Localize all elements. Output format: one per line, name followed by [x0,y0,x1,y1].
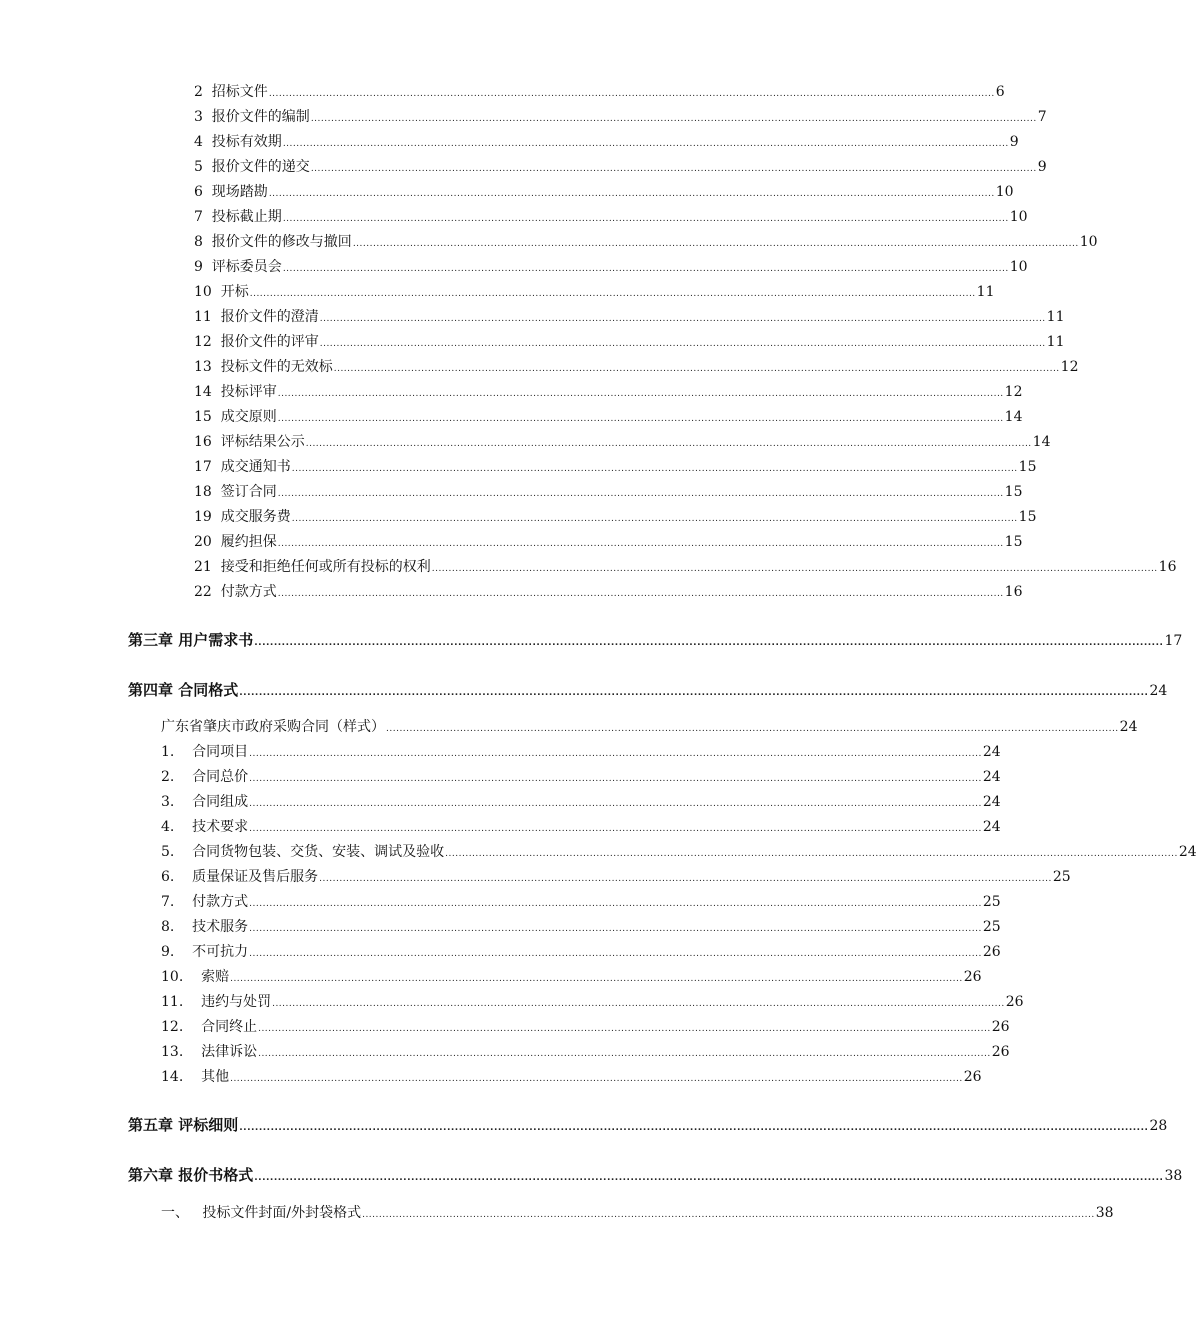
toc-entry-label: 17 成交通知书 [194,459,291,475]
toc-entry-label: 22 付款方式 [194,584,277,600]
toc-chapter-label: 第六章 报价书格式 [128,1166,254,1184]
toc-entry[interactable] [161,992,1024,1012]
toc-entry-label: 3. 合同组成 [161,794,249,810]
toc-entry[interactable] [194,407,1023,427]
dot-leader: .......................................................................................................................................................................................................................... [249,824,982,834]
dot-leader: .......................................................................................................................................................................................................................... [445,849,1178,859]
dot-leader: .......................................................................................................................................................................................................................... [249,949,982,959]
toc-entry-label: 广东省肇庆市政府采购合同（样式） [161,719,385,735]
dot-leader: ........................................................................................................................................................................................................................ [282,264,1009,274]
toc-entry[interactable] [161,792,1001,812]
dot-leader: .......................................................................................................................................................................................................................... [258,1024,991,1034]
toc-entry[interactable] [194,432,1051,452]
toc-entry-page: 12 [1004,384,1023,400]
toc-entry[interactable] [194,482,1023,502]
toc-entry-page: 11 [976,284,995,300]
dot-leader: ........................................................................................................................................................................................................................ [277,589,1004,599]
dot-leader: ........................................................................................................................................................................................................................ [310,164,1037,174]
toc-entry[interactable] [194,457,1037,477]
toc-chapter-label: 第五章 评标细则 [128,1116,239,1134]
toc-entry-label: 14. 其他 [161,1069,230,1085]
toc-chapter-3[interactable] [128,630,1183,650]
toc-entry-label: 8 报价文件的修改与撤回 [194,234,352,250]
toc-entry-label: 14 投标评审 [194,384,277,400]
toc-entry-label: 12 报价文件的评审 [194,334,319,350]
toc-entry[interactable] [194,557,1177,577]
dot-leader: ........................................................................................................................................................................................................................ [305,439,1032,449]
toc-entry-page: 10 [1079,234,1098,250]
toc-chapter-6[interactable] [128,1165,1183,1185]
toc-entry-label: 12. 合同终止 [161,1019,258,1035]
toc-entry-label: 11. 违约与处罚 [161,994,272,1010]
toc-entry-page: 10 [1009,259,1028,275]
toc-entry-label: 15 成交原则 [194,409,277,425]
toc-entry[interactable] [161,742,1001,762]
toc-entry-label: 13 投标文件的无效标 [194,359,333,375]
toc-entry-page: 26 [982,944,1001,960]
toc-entry-label: 21 接受和拒绝任何或所有投标的权利 [194,559,431,575]
toc-entry-page: 24 [1119,719,1138,735]
dot-leader: .......................................................................................................................................................................................................................... [319,874,1052,884]
toc-entry[interactable] [194,232,1098,252]
dot-leader: ........................................................................................................................................................................................................................ [249,289,976,299]
toc-entry-page: 26 [991,1019,1010,1035]
toc-entry[interactable] [161,767,1001,787]
toc-entry[interactable] [194,332,1065,352]
toc-entry-label: 2. 合同总价 [161,769,249,785]
dot-leader: .......................................................................................................................................................................................................................... [272,999,1005,1009]
toc-entry[interactable] [194,257,1028,277]
toc-entry[interactable] [194,382,1023,402]
toc-chapter-page: 17 [1164,633,1183,649]
toc-chapter-5[interactable] [128,1115,1168,1135]
dot-leader: ........................................................................................................................................................................................................................ [277,389,1004,399]
toc-entry-label: 1. 合同项目 [161,744,249,760]
toc-entry-page: 24 [1178,844,1197,860]
toc-entry[interactable] [161,917,1001,937]
toc-entry[interactable] [194,157,1047,177]
toc-entry-label: 20 履约担保 [194,534,277,550]
toc-entry[interactable] [161,842,1197,862]
toc-entry[interactable] [161,1042,1010,1062]
toc-entry[interactable] [161,892,1001,912]
toc-entry[interactable] [161,717,1138,737]
toc-entry-label: 4. 技术要求 [161,819,249,835]
toc-entry-page: 24 [982,819,1001,835]
dot-leader: ........................................................................................................................................................................................................................ [431,564,1158,574]
dot-leader: .......................................................................................................................................................................................................................... [230,1074,963,1084]
toc-entry[interactable] [194,182,1014,202]
toc-entry[interactable] [194,582,1023,602]
toc-entry[interactable] [161,1067,982,1087]
toc-entry-label: 7 投标截止期 [194,209,282,225]
toc-entry-label: 19 成交服务费 [194,509,291,525]
toc-entry-label: 11 报价文件的澄清 [194,309,319,325]
toc-entry-page: 15 [1004,484,1023,500]
dot-leader: ........................................................................................................................................................................................................................ [291,514,1018,524]
toc-entry-page: 12 [1060,359,1079,375]
dot-leader: .......................................................................................................................................................................................................................... [249,749,982,759]
toc-entry-label: 16 评标结果公示 [194,434,305,450]
dot-leader: ........................................................................................................................................................................................................................ [310,114,1037,124]
toc-entry-page: 9 [1009,134,1019,150]
toc-chapter-label: 第四章 合同格式 [128,681,239,699]
dot-leader: ........................................................................................................................................................................................................................ [291,464,1018,474]
toc-entry-label: 10 开标 [194,284,249,300]
toc-entry-page: 9 [1037,159,1047,175]
toc-entry-label: 4 投标有效期 [194,134,282,150]
toc-entry-label: 13. 法律诉讼 [161,1044,258,1060]
toc-entry-label: 6. 质量保证及售后服务 [161,869,319,885]
toc-entry[interactable] [194,532,1023,552]
dot-leader: .......................................................................................................................................................................................................................... [249,774,982,784]
dot-leader: ........................................................................................................................................................................................................................ [282,139,1009,149]
dot-leader: .......................................................................................................................................................................................................................... [249,899,982,909]
dot-leader: .......................................................................................................................................................................................................................... [230,974,963,984]
toc-entry-label: 8. 技术服务 [161,919,249,935]
toc-entry[interactable] [161,967,982,987]
toc-entry[interactable] [161,867,1071,887]
toc-entry-page: 16 [1158,559,1177,575]
toc-entry[interactable] [161,1203,1114,1223]
dot-leader: .......................................................................................................................................................................................................................... [386,724,1119,734]
toc-entry-page: 15 [1018,459,1037,475]
dot-leader: ........................................................................................................................................................................................................................ [319,314,1046,324]
toc-entry-label: 3 报价文件的编制 [194,109,310,125]
toc-entry-page: 10 [995,184,1014,200]
toc-chapter-page: 24 [1149,683,1168,699]
toc-entry-page: 15 [1018,509,1037,525]
toc-entry-label: 5 报价文件的递交 [194,159,310,175]
toc-entry-label: 5. 合同货物包装、交货、安装、调试及验收 [161,844,445,860]
toc-chapter-4[interactable] [128,680,1168,700]
toc-entry-page: 15 [1004,534,1023,550]
toc-entry-page: 26 [963,969,982,985]
toc-entry-page: 24 [982,744,1001,760]
toc-entry[interactable] [161,942,1001,962]
toc-entry-label: 18 签订合同 [194,484,277,500]
toc-entry[interactable] [161,817,1001,837]
dot-leader: ........................................................................................................................................................................................................................ [277,414,1004,424]
toc-chapter-page: 28 [1149,1118,1168,1134]
toc-entry-page: 10 [1009,209,1028,225]
toc-entry[interactable] [194,307,1065,327]
dot-leader: .......................................................................................................................................................................................................................... [362,1210,1095,1220]
dot-leader: .......................................................................................................................................................................................................................... [249,799,982,809]
toc-entry-page: 25 [1052,869,1071,885]
toc-entry-page: 6 [995,84,1005,100]
toc-entry[interactable] [194,357,1079,377]
toc-entry-page: 25 [982,919,1001,935]
dot-leader: .......................................................................................................................................................................................................................... [258,1049,991,1059]
dot-leader: ........................................................................................................................................................................................................................ [268,189,995,199]
toc-entry-page: 7 [1037,109,1047,125]
toc-entry[interactable] [194,107,1047,127]
toc-entry-page: 38 [1095,1205,1114,1221]
dot-leader: ........................................................................................................................................................................................................................ [277,539,1004,549]
toc-entry-page: 26 [1005,994,1024,1010]
dot-leader: ........................................................................................................................................................................................................................ [333,364,1060,374]
toc-entry-page: 11 [1046,309,1065,325]
toc-entry-label: 7. 付款方式 [161,894,249,910]
dot-leader: ........................................................................................................................................................................................................................................ [254,638,1164,648]
toc-entry-page: 14 [1032,434,1051,450]
toc-entry[interactable] [194,282,995,302]
dot-leader: ........................................................................................................................................................................................................................................ [239,1123,1149,1133]
toc-entry-label: 10. 索赔 [161,969,230,985]
toc-entry-label: 9 评标委员会 [194,259,282,275]
toc-entry-page: 14 [1004,409,1023,425]
toc-entry-page: 26 [963,1069,982,1085]
toc-entry-label: 9. 不可抗力 [161,944,249,960]
toc-entry-label: 一、 投标文件封面/外封袋格式 [161,1205,362,1221]
dot-leader: ........................................................................................................................................................................................................................ [352,239,1079,249]
toc-entry-page: 16 [1004,584,1023,600]
dot-leader: ........................................................................................................................................................................................................................ [277,489,1004,499]
toc-entry[interactable] [194,132,1019,152]
toc-entry-page: 11 [1046,334,1065,350]
toc-entry-page: 26 [991,1044,1010,1060]
toc-entry-label: 6 现场踏勘 [194,184,268,200]
toc-entry-page: 25 [982,894,1001,910]
toc-chapter-page: 38 [1164,1168,1183,1184]
dot-leader: ........................................................................................................................................................................................................................ [319,339,1046,349]
dot-leader: ........................................................................................................................................................................................................................................ [254,1173,1164,1183]
toc-chapter-label: 第三章 用户需求书 [128,631,254,649]
toc-entry-label: 2 招标文件 [194,84,268,100]
toc-entry[interactable] [194,207,1028,227]
dot-leader: .......................................................................................................................................................................................................................... [249,924,982,934]
toc-entry[interactable] [161,1017,1010,1037]
toc-entry[interactable] [194,507,1037,527]
toc-entry-page: 24 [982,769,1001,785]
toc-entry-page: 24 [982,794,1001,810]
dot-leader: ........................................................................................................................................................................................................................ [282,214,1009,224]
dot-leader: ........................................................................................................................................................................................................................ [268,89,995,99]
toc-entry[interactable] [194,82,1005,102]
dot-leader: ........................................................................................................................................................................................................................................ [239,688,1149,698]
